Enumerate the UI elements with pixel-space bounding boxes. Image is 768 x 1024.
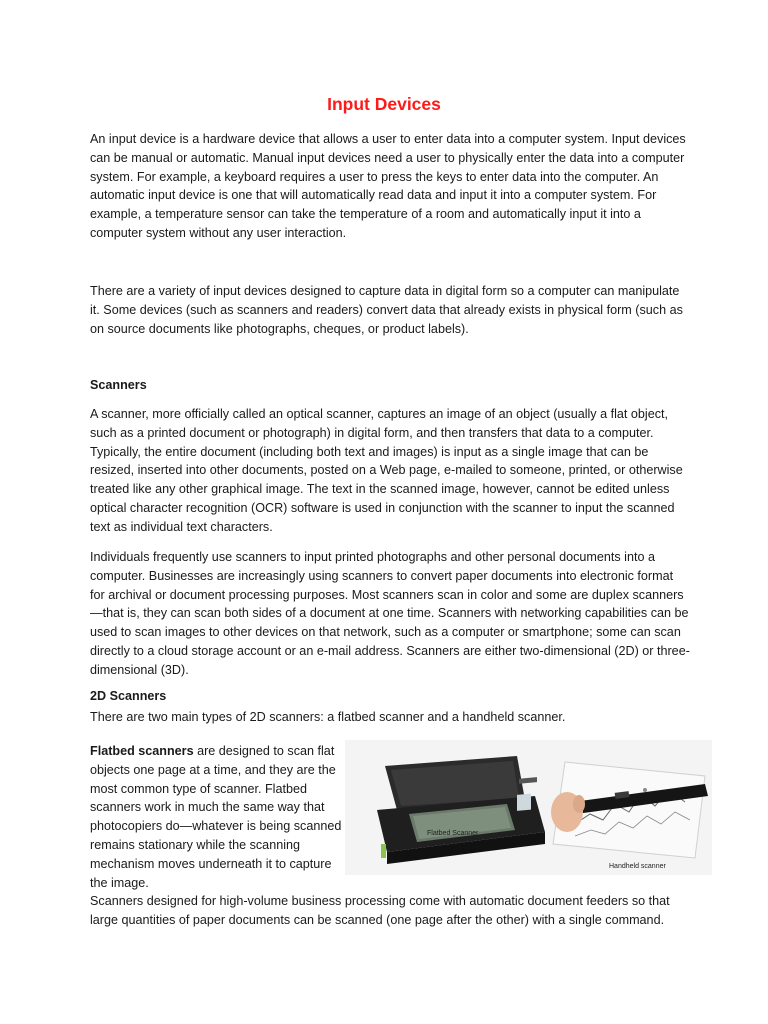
flatbed-paragraph — [90, 742, 352, 892]
flatbed-description: are designed to scan flat objects one page at a time, and they are the most common type of scanner. Flatbed scanners work in much the same way that photocopiers do—whatever is being scanned remains stationary while the scanning mechanism moves underneath it to capture the image. — [90, 744, 342, 890]
flatbed-scanner-image — [367, 752, 563, 867]
handheld-caption: Handheld scanner — [609, 863, 666, 870]
intro-paragraph: An input device is a hardware device that allows a user to enter data into a computer system. Input devices can be manual or automatic. Manual input devices need a user to physically enter the data into a computer system. For example, a keyboard requires a user to press the keys to enter data into the computer. An automatic input device is one that will automatically read data and input it into a computer system. For example, a temperature sensor can take the temperature of a room and automatically input it into a computer system without any user interaction. — [90, 132, 686, 240]
scanner-figure — [345, 740, 712, 875]
scanners-2d-heading: 2D Scanners — [90, 689, 167, 703]
page-title: Input Devices — [327, 94, 441, 114]
scanners-2d-intro: There are two main types of 2D scanners: a flatbed scanner and a handheld scanner. — [90, 710, 566, 724]
variety-paragraph: There are a variety of input devices designed to capture data in digital form so a computer can manipulate it. Some devices (such as scanners and readers) convert data that already exists in physical form (such as on source documents like photographs, cheques, or product labels). — [90, 284, 683, 336]
flatbed-term: Flatbed scanners — [90, 744, 194, 758]
handheld-scanner-image — [545, 754, 710, 862]
flatbed-caption: Flatbed Scanner — [427, 830, 479, 837]
scanners-paragraph-2: Individuals frequently use scanners to input printed photographs and other personal documents into a computer. Businesses are increasingly using scanners to convert paper documents into electronic format for archival or document processing purposes. Most scanners scan in color and some are duplex scanners—that is, they can scan both sides of a document at one time. Scanners with networking capabilities can be used to scan images to other devices on that network, such as a computer or smartphone; some can scan directly to a cloud storage account or an e-mail address. Scanners are either two-dimensional (2D) or three-dimensional (3D). — [90, 550, 690, 677]
final-paragraph: Scanners designed for high-volume business processing come with automatic document feeders so that large quantities of paper documents can be scanned (one page after the other) with a single command. — [90, 894, 670, 927]
scanners-heading: Scanners — [90, 378, 147, 392]
scanners-paragraph-1: A scanner, more officially called an optical scanner, captures an image of an object (usually a flat object, such as a printed document or photograph) in digital form, and then transfers that data to a computer. Typically, the entire document (including both text and images) is input as a single image that can be resized, inserted into other documents, posted on a Web page, e-mailed to someone, printed, or otherwise treated like any other graphical image. The text in the scanned image, however, cannot be edited unless optical character recognition (OCR) software is used in conjunction with the scanner to input the scanned text as individual text characters. — [90, 407, 683, 534]
